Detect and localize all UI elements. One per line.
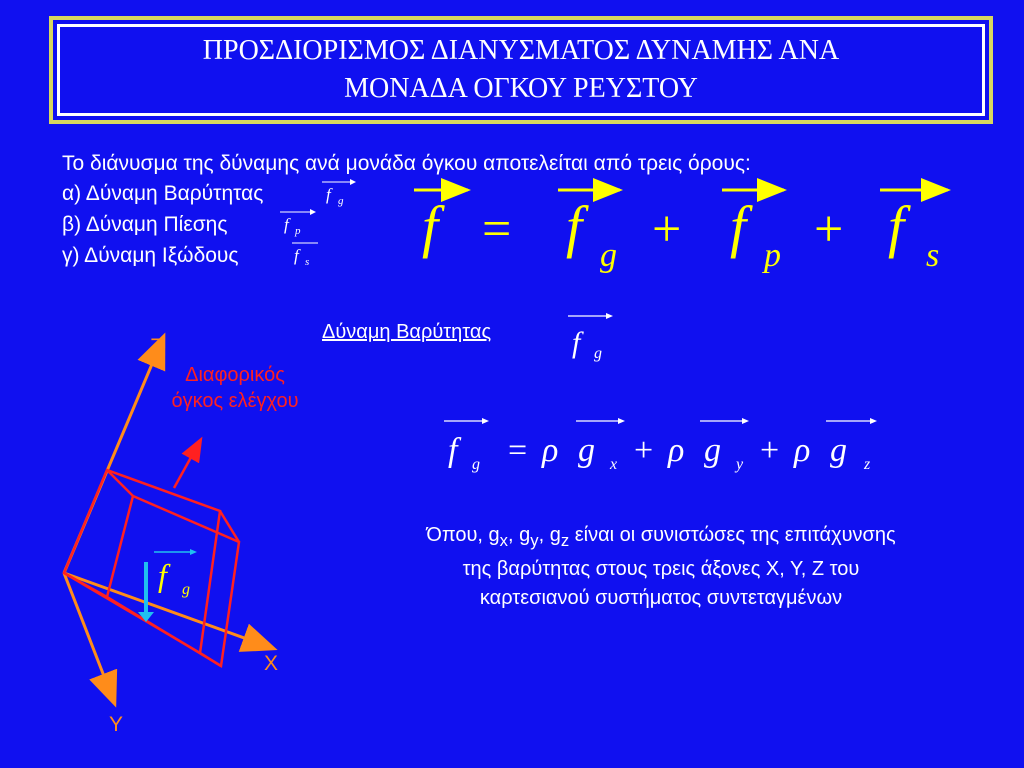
geq-f-sub: g <box>472 456 480 473</box>
small-fg-symbol <box>322 179 356 207</box>
eq-fg-f: f <box>566 194 583 259</box>
x-axis <box>64 573 272 648</box>
desc-part: Όπου, g <box>426 524 500 546</box>
label-leader-line <box>174 441 200 488</box>
term-viscous-label: γ) Δύναμη Ιξώδους <box>62 244 239 267</box>
control-volume-label: Διαφορικός όγκος ελέγχου <box>171 364 299 412</box>
geq-plus: + <box>634 432 654 469</box>
y-axis <box>64 573 114 702</box>
eq-fp-f: f <box>730 194 747 259</box>
eq-equals: = <box>482 201 512 258</box>
small-f: f <box>284 215 289 234</box>
geq-plus: + <box>760 432 780 469</box>
heading-sub-g: g <box>594 345 602 362</box>
main-equation <box>400 178 960 278</box>
geq-rho: ρ <box>668 432 685 469</box>
geq-sub-z: z <box>864 456 871 473</box>
slide-title: ΠΡΟΣΔΙΟΡΙΣΜΟΣ ΔΙΑΝΥΣΜΑΤΟΣ ΔΥΝΑΜΗΣ ΑΝΑ ΜΟΝΑΔΑ ΟΓΚΟΥ ΡΕΥΣΤΟΥ <box>202 35 840 104</box>
gravity-heading: Δύναμη Βαρύτητας <box>322 321 492 343</box>
desc-part: είναι οι συνιστώσες της επιτάχυνσης της βαρύτητας στους τρεις άξονες X, Y, Z του καρτεσιανού συστήματος συντεταγμένων <box>462 524 896 609</box>
geq-sub-x: x <box>610 456 618 473</box>
title-frame <box>49 16 993 124</box>
small-f: f <box>326 185 331 204</box>
desc-sub-y: y <box>530 531 539 550</box>
eq-fs-f: f <box>888 194 905 259</box>
geq-g: g <box>830 432 847 469</box>
gravity-equation <box>438 415 898 485</box>
eq-fg-sub: g <box>600 237 617 274</box>
intro-line: Το διάνυσμα της δύναμης ανά μονάδα όγκου αποτελείται από τρεις όρους: <box>62 152 751 175</box>
eq-fs-sub: s <box>926 237 940 274</box>
eq-fp-sub: p <box>764 237 781 274</box>
desc-part: , g <box>508 524 531 546</box>
term-symbols <box>318 178 358 278</box>
eq-plus: + <box>814 201 844 258</box>
small-fp-symbol <box>280 209 316 237</box>
term-gravity-label: α) Δύναμη Βαρύτητας <box>62 182 264 205</box>
eq-f: f <box>422 194 439 259</box>
title-inner-border <box>57 24 985 116</box>
axis-label-x: X <box>264 652 279 675</box>
axis-label-y: Y <box>109 713 124 736</box>
small-sub-g: g <box>338 195 344 207</box>
small-f: f <box>294 246 299 265</box>
diagram-f: f <box>158 557 167 593</box>
desc-part: , g <box>538 524 561 546</box>
small-sub-p: p <box>295 225 301 237</box>
geq-rho: ρ <box>794 432 811 469</box>
geq-equals: = <box>508 432 528 469</box>
term-pressure-label: β) Δύναμη Πίεσης <box>62 213 228 236</box>
heading-f: f <box>572 326 581 359</box>
term-symbols-2 <box>278 208 318 278</box>
geq-sub-y: y <box>736 456 744 473</box>
small-fs-symbol <box>292 240 318 268</box>
geq-f: f <box>448 432 458 469</box>
desc-sub-z: z <box>560 531 570 550</box>
diagram-sub-g: g <box>182 581 190 598</box>
geq-g: g <box>704 432 721 469</box>
eq-plus: + <box>652 201 682 258</box>
components-description <box>426 521 896 613</box>
gravity-heading-symbol <box>560 308 620 366</box>
axis-label-z: Z <box>150 335 163 358</box>
small-sub-s: s <box>305 256 310 268</box>
geq-g: g <box>578 432 595 469</box>
geq-rho: ρ <box>542 432 559 469</box>
desc-sub-x: x <box>499 531 508 550</box>
